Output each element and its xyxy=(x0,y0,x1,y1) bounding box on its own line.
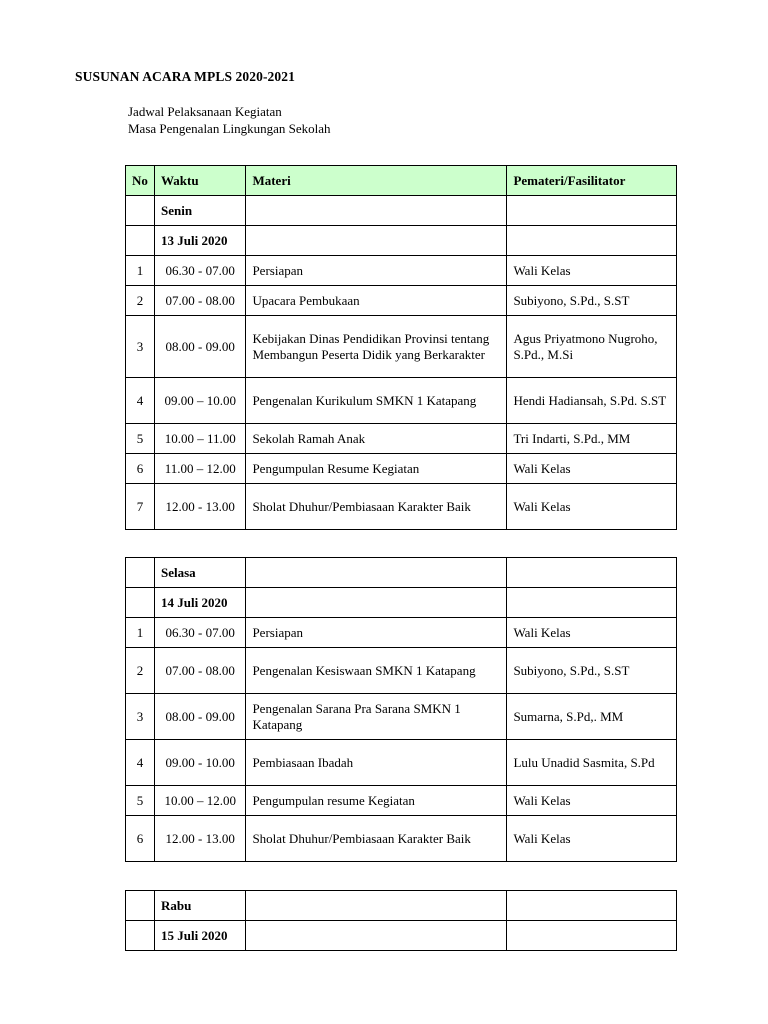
date-row xyxy=(126,588,677,618)
row-time: 08.00 - 09.00 xyxy=(155,316,246,378)
header-time: Waktu xyxy=(155,166,246,196)
row-no: 4 xyxy=(126,378,155,424)
row-no: 1 xyxy=(126,618,155,648)
row-no: 5 xyxy=(126,786,155,816)
row-material: Pengenalan Sarana Pra Sarana SMKN 1 Katapang xyxy=(246,694,507,740)
row-no: 3 xyxy=(126,316,155,378)
row-no: 5 xyxy=(126,424,155,454)
table-row xyxy=(126,454,677,484)
row-material: Pembiasaan Ibadah xyxy=(246,740,507,786)
subtitle-line-2: Masa Pengenalan Lingkungan Sekolah xyxy=(128,121,331,136)
row-time: 10.00 – 11.00 xyxy=(155,424,246,454)
schedule-table-tuesday xyxy=(125,557,677,862)
table-row xyxy=(126,740,677,786)
row-no: 1 xyxy=(126,256,155,286)
row-no: 6 xyxy=(126,816,155,862)
table-row xyxy=(126,484,677,530)
row-facilitator: Wali Kelas xyxy=(507,256,677,286)
table-row xyxy=(126,648,677,694)
row-no: 6 xyxy=(126,454,155,484)
row-time: 06.30 - 07.00 xyxy=(155,256,246,286)
day-name: Rabu xyxy=(155,891,246,921)
row-facilitator: Agus Priyatmono Nugroho, S.Pd., M.Si xyxy=(507,316,677,378)
row-facilitator: Subiyono, S.Pd., S.ST xyxy=(507,648,677,694)
row-no: 3 xyxy=(126,694,155,740)
row-material: Sholat Dhuhur/Pembiasaan Karakter Baik xyxy=(246,484,507,530)
day-row xyxy=(126,558,677,588)
row-facilitator: Wali Kelas xyxy=(507,786,677,816)
table-row xyxy=(126,694,677,740)
row-time: 07.00 - 08.00 xyxy=(155,286,246,316)
table-row xyxy=(126,286,677,316)
row-material: Persiapan xyxy=(246,256,507,286)
subtitle-line-1: Jadwal Pelaksanaan Kegiatan xyxy=(128,104,282,119)
schedule-table-monday xyxy=(125,165,677,530)
table-row xyxy=(126,786,677,816)
row-time: 09.00 - 10.00 xyxy=(155,740,246,786)
row-material: Persiapan xyxy=(246,618,507,648)
row-facilitator: Wali Kelas xyxy=(507,618,677,648)
table-row xyxy=(126,424,677,454)
date-row xyxy=(126,226,677,256)
table-row xyxy=(126,378,677,424)
row-material: Sholat Dhuhur/Pembiasaan Karakter Baik xyxy=(246,816,507,862)
day-row xyxy=(126,196,677,226)
day-name: Selasa xyxy=(155,558,246,588)
document-title: SUSUNAN ACARA MPLS 2020-2021 xyxy=(75,69,295,84)
row-material: Sekolah Ramah Anak xyxy=(246,424,507,454)
row-material: Kebijakan Dinas Pendidikan Provinsi tentang Membangun Peserta Didik yang Berkarakter xyxy=(246,316,507,378)
row-facilitator: Subiyono, S.Pd., S.ST xyxy=(507,286,677,316)
row-no: 4 xyxy=(126,740,155,786)
day-name: Senin xyxy=(155,196,246,226)
day-row xyxy=(126,891,677,921)
header-facilitator: Pemateri/Fasilitator xyxy=(507,166,677,196)
row-facilitator: Wali Kelas xyxy=(507,454,677,484)
row-time: 12.00 - 13.00 xyxy=(155,484,246,530)
row-time: 12.00 - 13.00 xyxy=(155,816,246,862)
row-time: 06.30 - 07.00 xyxy=(155,618,246,648)
schedule-table-wednesday xyxy=(125,890,677,951)
row-facilitator: Wali Kelas xyxy=(507,484,677,530)
row-no: 2 xyxy=(126,286,155,316)
row-material: Pengenalan Kurikulum SMKN 1 Katapang xyxy=(246,378,507,424)
row-material: Pengumpulan resume Kegiatan xyxy=(246,786,507,816)
day-date: 14 Juli 2020 xyxy=(155,588,246,618)
row-facilitator: Lulu Unadid Sasmita, S.Pd xyxy=(507,740,677,786)
row-time: 09.00 – 10.00 xyxy=(155,378,246,424)
row-facilitator: Sumarna, S.Pd,. MM xyxy=(507,694,677,740)
header-material: Materi xyxy=(246,166,507,196)
row-time: 08.00 - 09.00 xyxy=(155,694,246,740)
row-material: Upacara Pembukaan xyxy=(246,286,507,316)
table-row xyxy=(126,256,677,286)
row-time: 11.00 – 12.00 xyxy=(155,454,246,484)
date-row xyxy=(126,921,677,951)
day-date: 13 Juli 2020 xyxy=(155,226,246,256)
table-row xyxy=(126,816,677,862)
row-facilitator: Tri Indarti, S.Pd., MM xyxy=(507,424,677,454)
row-no: 7 xyxy=(126,484,155,530)
table-header-row xyxy=(126,166,677,196)
day-date: 15 Juli 2020 xyxy=(155,921,246,951)
row-facilitator: Hendi Hadiansah, S.Pd. S.ST xyxy=(507,378,677,424)
row-material: Pengumpulan Resume Kegiatan xyxy=(246,454,507,484)
header-no: No xyxy=(126,166,155,196)
row-time: 10.00 – 12.00 xyxy=(155,786,246,816)
row-facilitator: Wali Kelas xyxy=(507,816,677,862)
table-row xyxy=(126,618,677,648)
table-row xyxy=(126,316,677,378)
row-time: 07.00 - 08.00 xyxy=(155,648,246,694)
row-no: 2 xyxy=(126,648,155,694)
row-material: Pengenalan Kesiswaan SMKN 1 Katapang xyxy=(246,648,507,694)
